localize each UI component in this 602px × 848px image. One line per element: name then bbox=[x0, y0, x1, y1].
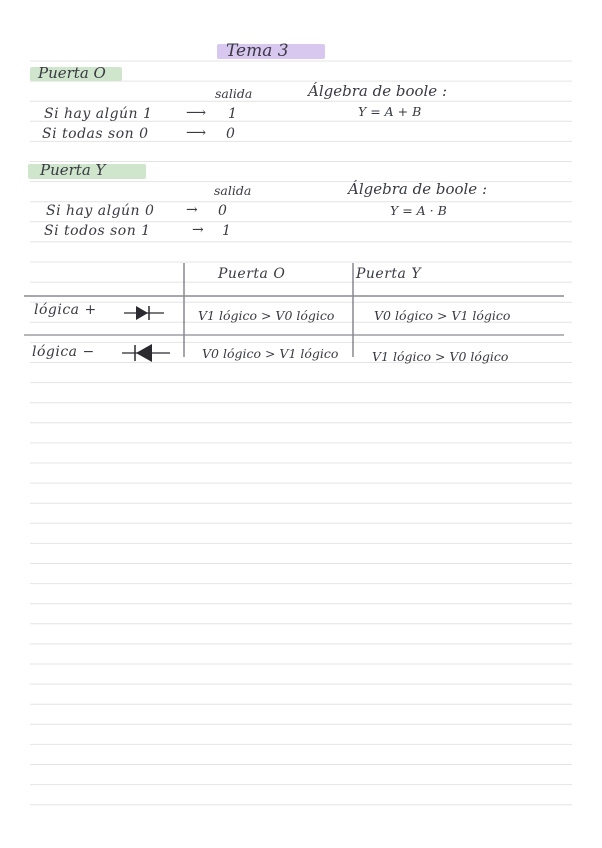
section-heading-and: Puerta Y bbox=[40, 161, 106, 179]
formula-or: Y = A + B bbox=[358, 104, 422, 119]
table-cell-positive-or: V1 lógico > V0 lógico bbox=[198, 308, 335, 323]
page-title: Tema 3 bbox=[226, 41, 289, 61]
salida-label-or: salida bbox=[215, 86, 253, 101]
condition-or-2: Si todas son 0 bbox=[42, 126, 149, 142]
table-header-or: Puerta O bbox=[218, 266, 286, 282]
section-heading-or: Puerta O bbox=[38, 64, 106, 82]
output-or-1: 1 bbox=[228, 106, 238, 122]
algebra-label-and: Álgebra de boole : bbox=[348, 180, 487, 198]
condition-or-1: Si hay algún 1 bbox=[44, 106, 153, 122]
diode-right-icon bbox=[124, 306, 164, 320]
table-header-and: Puerta Y bbox=[356, 266, 422, 282]
table-cell-negative-and: V1 lógico > V0 lógico bbox=[372, 349, 509, 364]
table-row-label-positive: lógica + bbox=[34, 302, 97, 318]
arrow-and-1: → bbox=[186, 202, 199, 218]
condition-and-2: Si todos son 1 bbox=[44, 223, 151, 239]
table-cell-negative-or: V0 lógico > V1 lógico bbox=[202, 346, 339, 361]
formula-and: Y = A · B bbox=[390, 203, 447, 218]
arrow-or-1: ⟶ bbox=[186, 105, 207, 121]
algebra-label-or: Álgebra de boole : bbox=[308, 82, 447, 100]
arrow-and-2: → bbox=[192, 222, 205, 238]
output-and-1: 0 bbox=[218, 203, 228, 219]
condition-and-1: Si hay algún 0 bbox=[46, 203, 155, 219]
output-or-2: 0 bbox=[226, 126, 236, 142]
output-and-2: 1 bbox=[222, 223, 232, 239]
diode-left-icon bbox=[122, 344, 170, 362]
table-cell-positive-and: V0 lógico > V1 lógico bbox=[374, 308, 511, 323]
arrow-or-2: ⟶ bbox=[186, 125, 207, 141]
table-row-label-negative: lógica − bbox=[32, 344, 95, 360]
salida-label-and: salida bbox=[214, 183, 252, 198]
